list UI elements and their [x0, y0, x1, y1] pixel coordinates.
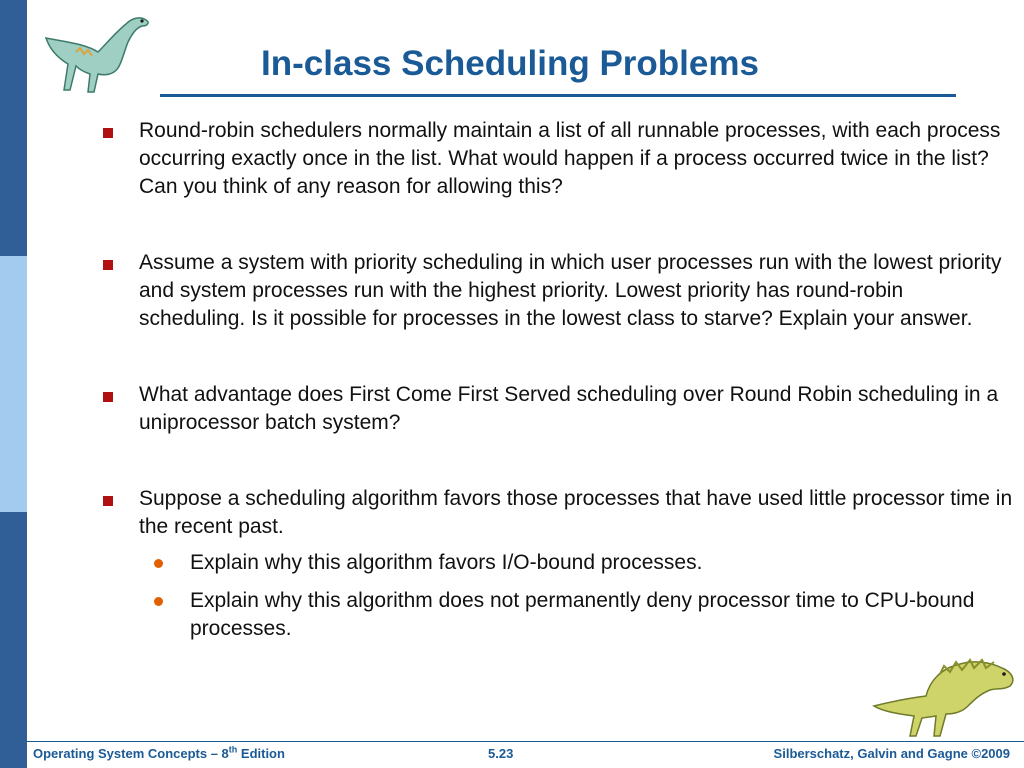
- bullet-text: What advantage does First Come First Served scheduling over Round Robin scheduling in a uniprocessor batch system?: [139, 383, 999, 434]
- bullet-item: [98, 381, 1013, 437]
- bullet-text: Round-robin schedulers normally maintain a list of all runnable processes, with each process occurring exactly once in the list. What would happen if a process occurred twice in the list? Can you think of any reason for allowing this?: [139, 119, 1001, 198]
- round-bullet-icon: [154, 597, 163, 606]
- title-underline: [160, 94, 956, 97]
- footer-book-title: Operating System Concepts – 8th Edition: [33, 744, 285, 761]
- page-number: 5.23: [488, 746, 514, 761]
- sub-bullet-text: Explain why this algorithm favors I/O-bound processes.: [190, 551, 703, 574]
- sidebar-segment-top: [0, 0, 27, 256]
- sub-bullet-text: Explain why this algorithm does not permanently deny processor time to CPU-bound processes.: [190, 589, 975, 640]
- dinosaur-icon: [36, 8, 158, 96]
- bullet-item: [98, 117, 1013, 201]
- bullet-item: [98, 249, 1013, 333]
- slide-content: [98, 117, 1013, 643]
- page-title: In-class Scheduling Problems: [261, 44, 759, 83]
- bullet-text: Assume a system with priority scheduling in which user processes run with the lowest priority and system processes run with the highest priority. Lowest priority has round-robin scheduling. Is it possible for processes in the lowest class to starve? Explain your answer.: [139, 251, 1002, 330]
- square-bullet-icon: [103, 128, 113, 138]
- sidebar-stripe: [0, 0, 27, 768]
- bullet-item: [98, 485, 1013, 541]
- square-bullet-icon: [103, 260, 113, 270]
- square-bullet-icon: [103, 392, 113, 402]
- round-bullet-icon: [154, 559, 163, 568]
- footer-copyright: Silberschatz, Galvin and Gagne ©2009: [773, 746, 1010, 761]
- sub-bullet-item: [190, 549, 990, 577]
- sub-bullet-item: [190, 587, 990, 643]
- bullet-text: Suppose a scheduling algorithm favors those processes that have used little processor time in the recent past.: [139, 487, 1013, 538]
- dinosaur-icon: [870, 640, 1020, 740]
- footer-divider: [27, 741, 1024, 742]
- sidebar-segment-bottom: [0, 512, 27, 768]
- sidebar-segment-middle: [0, 256, 27, 512]
- square-bullet-icon: [103, 496, 113, 506]
